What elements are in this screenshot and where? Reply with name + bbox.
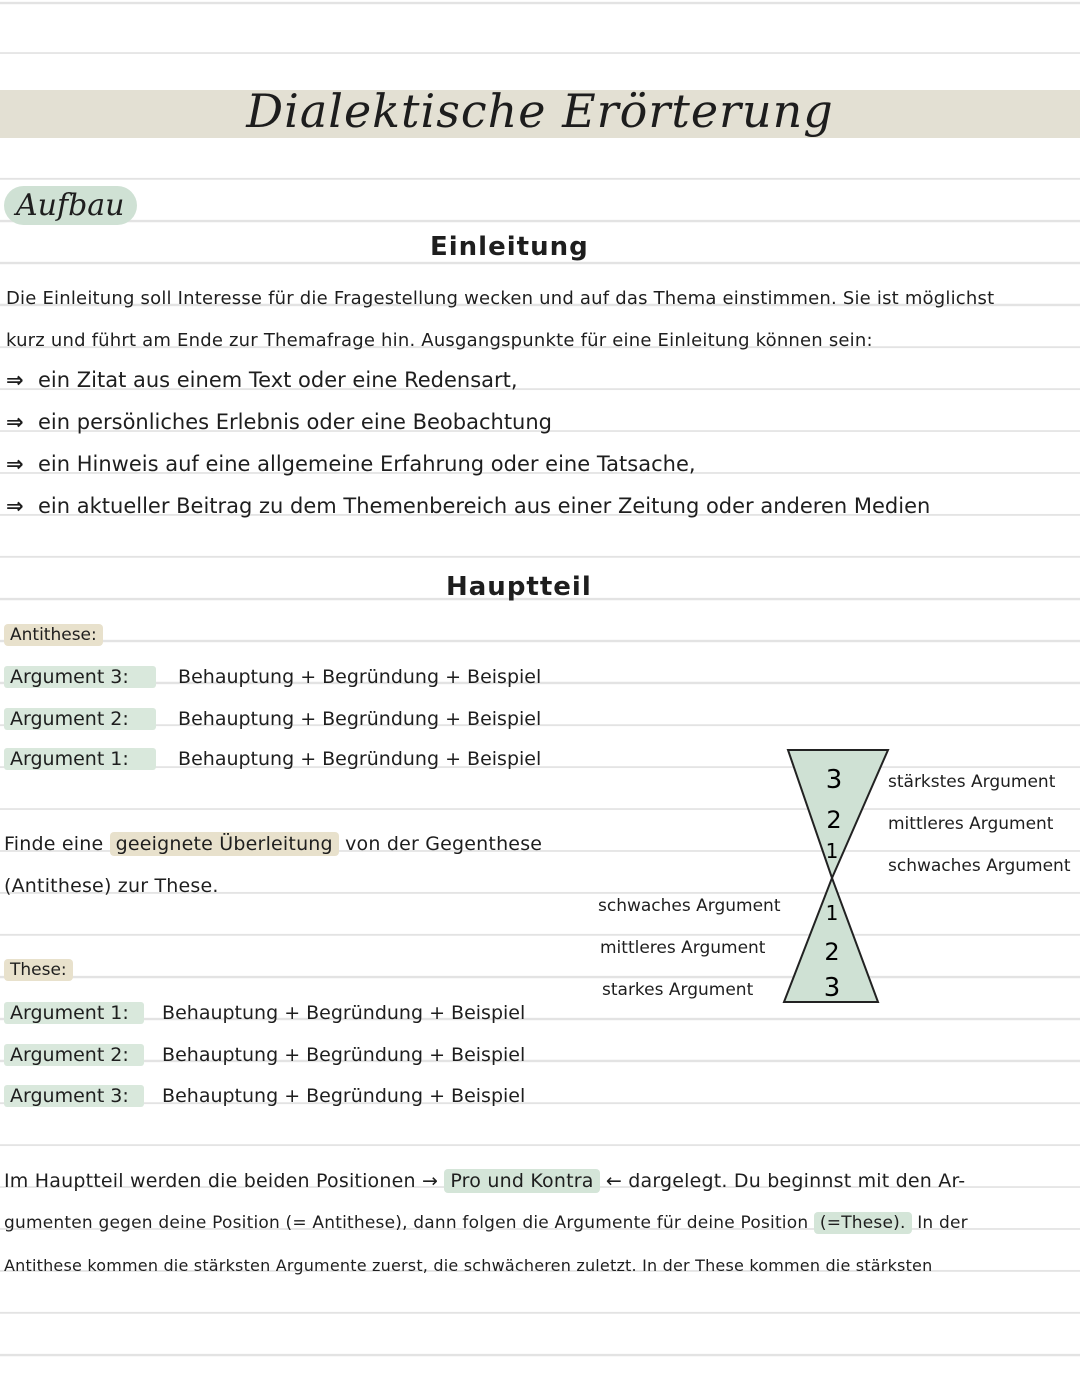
argument-text: Behauptung + Begründung + Beispiel <box>178 666 542 688</box>
hourglass-number: 2 <box>824 938 840 966</box>
argument-label: Argument 1: <box>4 1002 144 1024</box>
bullet-item <box>6 368 518 392</box>
page-title: Dialektische Erörterung <box>246 84 834 138</box>
arrow-icon: ⇒ <box>6 368 24 392</box>
argument-text: Behauptung + Begründung + Beispiel <box>162 1002 526 1024</box>
transition-line-2: (Antithese) zur These. <box>4 875 219 897</box>
transition-highlight: geeignete Überleitung <box>110 832 339 856</box>
argument-label: Argument 3: <box>4 1085 144 1107</box>
hourglass-number: 1 <box>825 839 839 863</box>
arrow-icon: ⇒ <box>6 452 24 476</box>
argument-label: Argument 3: <box>4 666 156 688</box>
bullet-item <box>6 410 552 434</box>
hourglass-label-bottom: mittleres Argument <box>600 938 766 958</box>
antithese-argument-row <box>4 666 541 688</box>
section-label: Aufbau <box>4 186 137 225</box>
argument-text: Behauptung + Begründung + Beispiel <box>162 1085 526 1107</box>
bullet-text: ein persönliches Erlebnis oder eine Beobachtung <box>38 410 553 434</box>
einleitung-heading: Einleitung <box>430 232 589 262</box>
these-label: These: <box>4 960 73 980</box>
antithese-argument-row <box>4 748 541 770</box>
antithese-label: Antithese: <box>4 625 103 645</box>
hourglass-number: 3 <box>823 973 841 1003</box>
bullet-text: ein Zitat aus einem Text oder eine Redensart, <box>38 368 518 392</box>
these-argument-row <box>4 1002 525 1024</box>
bullet-text: ein Hinweis auf eine allgemeine Erfahrung oder eine Tatsache, <box>38 452 696 476</box>
these-argument-row <box>4 1044 525 1066</box>
bullet-text: ein aktueller Beitrag zu dem Themenbereich aus einer Zeitung oder anderen Medien <box>38 494 931 518</box>
einleitung-line-2: kurz und führt am Ende zur Themafrage hin. Ausgangspunkte für eine Einleitung können sein: <box>6 330 873 351</box>
hourglass-label-bottom: starkes Argument <box>602 980 754 1000</box>
hourglass-label-top: schwaches Argument <box>888 856 1071 876</box>
summary-line-3: Antithese kommen die stärksten Argumente zuerst, die schwächeren zuletzt. In der These kommen die stärksten <box>4 1256 933 1275</box>
summary-line-1: Im Hauptteil werden die beiden Positionen → Pro und Kontra ← dargelegt. Du beginnst mit den Ar- <box>4 1170 966 1192</box>
summary-line-2: gumenten gegen deine Position (= Antithese), dann folgen die Argumente für deine Position (=These). In der <box>4 1213 968 1233</box>
argument-text: Behauptung + Begründung + Beispiel <box>162 1044 526 1066</box>
antithese-argument-row <box>4 708 541 730</box>
einleitung-line-1: Die Einleitung soll Interesse für die Fragestellung wecken und auf das Thema einstimmen. Sie ist möglichst <box>6 288 995 309</box>
argument-text: Behauptung + Begründung + Beispiel <box>178 748 542 770</box>
hauptteil-heading: Hauptteil <box>446 572 592 602</box>
hourglass-number: 1 <box>825 901 839 925</box>
arrow-icon: ⇒ <box>6 494 24 518</box>
hourglass-number: 3 <box>825 765 843 795</box>
transition-line-1: Finde eine geeignete Überleitung von der Gegenthese <box>4 833 543 855</box>
bullet-item <box>6 452 696 476</box>
argument-text: Behauptung + Begründung + Beispiel <box>178 708 542 730</box>
hourglass-label-top: stärkstes Argument <box>888 772 1056 792</box>
argument-label: Argument 2: <box>4 1044 144 1066</box>
argument-label: Argument 2: <box>4 708 156 730</box>
hourglass-number: 2 <box>826 806 842 834</box>
bullet-item <box>6 494 930 518</box>
hourglass-label-top: mittleres Argument <box>888 814 1054 834</box>
hourglass-label-bottom: schwaches Argument <box>598 896 781 916</box>
argument-label: Argument 1: <box>4 748 156 770</box>
arrow-icon: ⇒ <box>6 410 24 434</box>
these-argument-row <box>4 1085 525 1107</box>
summary-highlight: Pro und Kontra <box>444 1169 599 1193</box>
summary-highlight: (=These). <box>814 1212 912 1234</box>
